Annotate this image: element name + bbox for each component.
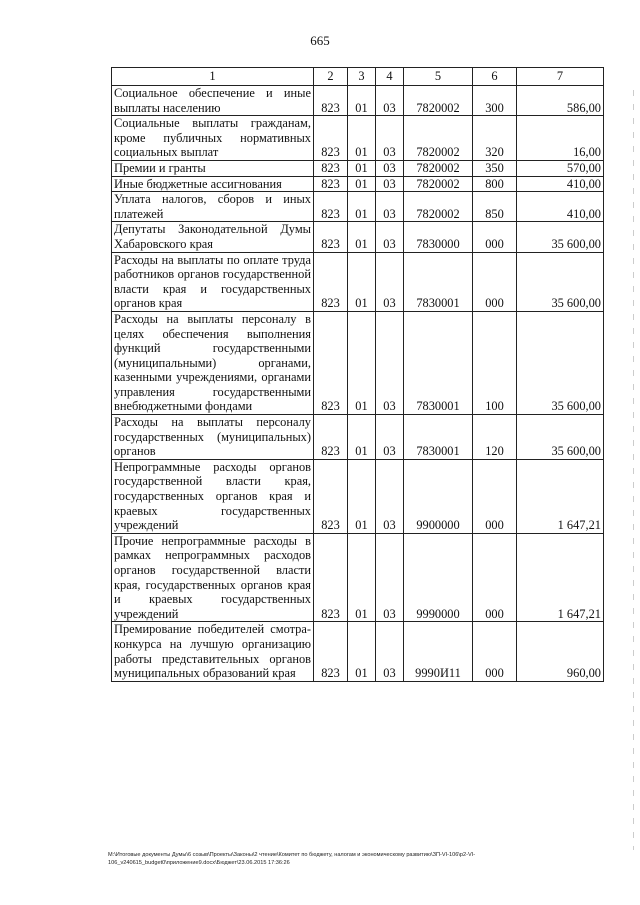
table-row <box>112 415 604 460</box>
cell-subsection: 03 <box>376 252 404 311</box>
cell-admin-code: 823 <box>314 311 348 414</box>
table-row <box>112 459 604 533</box>
table-row <box>112 252 604 311</box>
cell-admin-code: 823 <box>314 622 348 681</box>
cell-section: 01 <box>348 160 376 176</box>
cell-admin-code: 823 <box>314 415 348 460</box>
cell-admin-code: 823 <box>314 252 348 311</box>
cell-expense-type: 120 <box>473 415 517 460</box>
cell-expense-type: 000 <box>473 459 517 533</box>
cell-amount: 16,00 <box>517 116 604 161</box>
cell-admin-code: 823 <box>314 86 348 116</box>
table-row <box>112 160 604 176</box>
cell-subsection: 03 <box>376 311 404 414</box>
footer-line: 106_v240615_budget0\приложение9.docx\Бюджет\23.06.2015 17:36:26 <box>108 860 290 866</box>
cell-section: 01 <box>348 86 376 116</box>
cell-target-article: 9990000 <box>404 533 473 622</box>
cell-expense-type: 000 <box>473 252 517 311</box>
table-row <box>112 622 604 681</box>
cell-section: 01 <box>348 533 376 622</box>
cell-amount: 410,00 <box>517 192 604 222</box>
cell-target-article: 9900000 <box>404 459 473 533</box>
table-row <box>112 176 604 192</box>
cell-section: 01 <box>348 459 376 533</box>
cell-section: 01 <box>348 222 376 252</box>
cell-name: Расходы на выплаты персоналу государственных (муниципальных) органов <box>112 415 314 460</box>
table-row <box>112 533 604 622</box>
table-row <box>112 86 604 116</box>
cell-name: Иные бюджетные ассигнования <box>112 176 314 192</box>
cell-section: 01 <box>348 311 376 414</box>
cell-amount: 35 600,00 <box>517 415 604 460</box>
cell-target-article: 7830000 <box>404 222 473 252</box>
cell-subsection: 03 <box>376 176 404 192</box>
cell-section: 01 <box>348 176 376 192</box>
cell-expense-type: 800 <box>473 176 517 192</box>
cell-amount: 960,00 <box>517 622 604 681</box>
cell-name: Расходы на выплаты по оплате труда работников органов государственной власти края и государственных органов края <box>112 252 314 311</box>
page-number: 665 <box>310 33 330 48</box>
cell-amount: 35 600,00 <box>517 311 604 414</box>
cell-expense-type: 850 <box>473 192 517 222</box>
scan-edge-marks <box>633 90 634 850</box>
cell-name: Расходы на выплаты персоналу в целях обеспечения выполнения функций государственными (муниципальными) органами, казенными учреждениями, органами управления государственными внебюджетными фондами <box>112 311 314 414</box>
cell-target-article: 9990И11 <box>404 622 473 681</box>
cell-admin-code: 823 <box>314 192 348 222</box>
header-col-6: 6 <box>473 68 517 86</box>
cell-amount: 35 600,00 <box>517 252 604 311</box>
cell-target-article: 7820002 <box>404 160 473 176</box>
cell-expense-type: 350 <box>473 160 517 176</box>
cell-target-article: 7820002 <box>404 176 473 192</box>
header-col-3: 3 <box>348 68 376 86</box>
cell-admin-code: 823 <box>314 459 348 533</box>
cell-target-article: 7820002 <box>404 192 473 222</box>
cell-name: Социальные выплаты гражданам, кроме публичных нормативных социальных выплат <box>112 116 314 161</box>
cell-admin-code: 823 <box>314 116 348 161</box>
cell-target-article: 7830001 <box>404 252 473 311</box>
header-col-2: 2 <box>314 68 348 86</box>
budget-table <box>111 67 604 682</box>
cell-subsection: 03 <box>376 160 404 176</box>
cell-subsection: 03 <box>376 415 404 460</box>
cell-section: 01 <box>348 192 376 222</box>
cell-amount: 35 600,00 <box>517 222 604 252</box>
cell-expense-type: 000 <box>473 622 517 681</box>
cell-expense-type: 320 <box>473 116 517 161</box>
cell-target-article: 7820002 <box>404 86 473 116</box>
cell-subsection: 03 <box>376 192 404 222</box>
cell-admin-code: 823 <box>314 533 348 622</box>
cell-subsection: 03 <box>376 222 404 252</box>
cell-name: Прочие непрограммные расходы в рамках непрограммных расходов органов государственной власти края, государственных органов края и краевых государственных учреждений <box>112 533 314 622</box>
table-row <box>112 311 604 414</box>
cell-expense-type: 000 <box>473 222 517 252</box>
cell-target-article: 7830001 <box>404 311 473 414</box>
cell-subsection: 03 <box>376 533 404 622</box>
cell-section: 01 <box>348 415 376 460</box>
header-col-5: 5 <box>404 68 473 86</box>
header-col-4: 4 <box>376 68 404 86</box>
cell-amount: 570,00 <box>517 160 604 176</box>
cell-expense-type: 100 <box>473 311 517 414</box>
header-col-7: 7 <box>517 68 604 86</box>
cell-section: 01 <box>348 116 376 161</box>
cell-subsection: 03 <box>376 459 404 533</box>
cell-section: 01 <box>348 622 376 681</box>
table-row <box>112 116 604 161</box>
cell-subsection: 03 <box>376 622 404 681</box>
footer-line: М:\Итоговые документы Думы\6 созыв\Проекты\Законы\2 чтение\Комитет по бюджету, налогам и экономическому развитию\ЗП-VI-106\р2-VI- <box>108 852 476 858</box>
cell-target-article: 7830001 <box>404 415 473 460</box>
cell-name: Премии и гранты <box>112 160 314 176</box>
cell-expense-type: 300 <box>473 86 517 116</box>
cell-target-article: 7820002 <box>404 116 473 161</box>
cell-name: Непрограммные расходы органов государственной власти края, государственных органов края и краевых государственных учреждений <box>112 459 314 533</box>
cell-name: Депутаты Законодательной Думы Хабаровского края <box>112 222 314 252</box>
cell-section: 01 <box>348 252 376 311</box>
cell-amount: 410,00 <box>517 176 604 192</box>
cell-amount: 1 647,21 <box>517 459 604 533</box>
cell-admin-code: 823 <box>314 160 348 176</box>
table-header-row <box>112 68 604 86</box>
table-row <box>112 192 604 222</box>
cell-amount: 586,00 <box>517 86 604 116</box>
cell-admin-code: 823 <box>314 176 348 192</box>
cell-amount: 1 647,21 <box>517 533 604 622</box>
cell-expense-type: 000 <box>473 533 517 622</box>
cell-subsection: 03 <box>376 116 404 161</box>
cell-name: Социальное обеспечение и иные выплаты населению <box>112 86 314 116</box>
table-row <box>112 222 604 252</box>
header-col-1: 1 <box>112 68 314 86</box>
cell-admin-code: 823 <box>314 222 348 252</box>
document-path-footer <box>108 851 608 867</box>
cell-name: Уплата налогов, сборов и иных платежей <box>112 192 314 222</box>
cell-subsection: 03 <box>376 86 404 116</box>
cell-name: Премирование победителей смотра-конкурса на лучшую организацию работы представительных органов муниципальных образований края <box>112 622 314 681</box>
